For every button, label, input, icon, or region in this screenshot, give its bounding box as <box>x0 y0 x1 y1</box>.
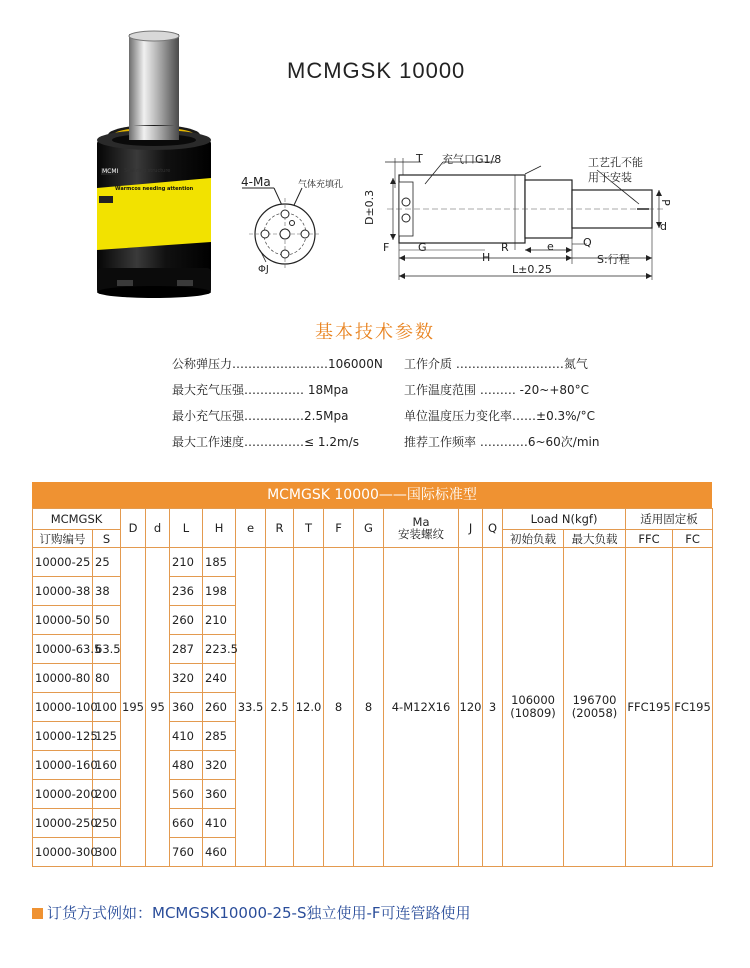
th-mount: 适用固定板 <box>626 509 713 530</box>
dim-G: G <box>418 241 427 254</box>
th-Q: Q <box>483 509 503 548</box>
spec-left-2: 最小充气压强……………2.5Mpa <box>172 409 349 423</box>
table-row: 10000-38 38 236 198 <box>33 577 713 606</box>
dim-L: L±0.25 <box>512 263 552 276</box>
dim-e: e <box>547 240 554 253</box>
th-H: H <box>203 509 236 548</box>
spec-right-1: 工作温度范围 ……… -20~+80°C <box>404 383 590 397</box>
table-row: 10000-250 250 660 410 <box>33 809 713 838</box>
th-order: 订购编号 <box>33 530 93 548</box>
table-row: 10000-300 300 760 460 <box>33 838 713 867</box>
spec-table <box>32 482 712 867</box>
table-title: MCMGSK 10000——国际标准型 <box>32 482 712 508</box>
table-row: 10000-80 80 320 240 <box>33 664 713 693</box>
model-table <box>32 508 713 867</box>
spec-right-0: 工作介质 ………………………氮气 <box>404 357 588 371</box>
dim-H: H <box>482 251 491 264</box>
th-max: 最大负载 <box>564 530 626 548</box>
fill-hole-label: 气体充填孔 <box>298 180 344 190</box>
th-initial: 初始负载 <box>503 530 564 548</box>
table-row: 10000-25 25 195 95 210 185 33.5 2.5 12.0 8 8 4-M12X16 120 3 106000 (10809) 196700 (20058) FFC195 FC195 <box>33 548 713 577</box>
th-e: e <box>236 509 266 548</box>
holes-label: 4-Ma <box>241 175 271 189</box>
th-FC: FC <box>673 530 713 548</box>
dim-Q: Q <box>583 236 592 249</box>
product-photo <box>95 28 213 298</box>
note-line1: 工艺孔不能 <box>588 156 643 169</box>
dim-F: F <box>383 241 390 254</box>
th-Ma: Ma 安装螺纹 <box>384 509 459 548</box>
table-row: 10000-200 200 560 360 <box>33 780 713 809</box>
th-d: d <box>146 509 170 548</box>
spec-left-0: 公称弹压力……………………106000N <box>172 357 383 371</box>
label-brand: MCMI <box>102 168 119 175</box>
th-J: J <box>459 509 483 548</box>
dia-j-label: ΦJ <box>258 264 269 275</box>
table-row: 10000-50 50 260 210 <box>33 606 713 635</box>
dim-R: R <box>501 241 509 254</box>
dim-T: T <box>416 152 423 165</box>
table-row: 10000-160 160 480 320 <box>33 751 713 780</box>
port-label: 充气口G1/8 <box>442 153 502 166</box>
table-row: 10000-100 100 360 260 <box>33 693 713 722</box>
note-line2: 用于安装 <box>588 171 632 184</box>
label-line1: Seal ring structure <box>124 168 171 174</box>
th-S: S <box>93 530 121 548</box>
dim-stroke: S:行程 <box>597 253 630 266</box>
spec-left-3: 最大工作速度……………≤ 1.2m/s <box>172 435 359 449</box>
dim-P: P <box>658 199 672 206</box>
dim-d: d <box>660 220 667 233</box>
th-model: MCMGSK <box>33 509 121 530</box>
th-load: Load N(kgf) <box>503 509 626 530</box>
table-row: 10000-63.5 63.5 287 223.5 <box>33 635 713 664</box>
table-row: 10000-125 125 410 285 <box>33 722 713 751</box>
th-L: L <box>170 509 203 548</box>
spec-heading: 基本技术参数 <box>315 322 435 343</box>
bullet-square-icon <box>32 908 43 919</box>
order-example: 订货方式例如：MCMGSK10000-25-S独立使用-F可连管路使用 <box>32 902 471 923</box>
page-title: MCMGSK 10000 <box>287 58 466 83</box>
spec-left-1: 最大充气压强…………… 18Mpa <box>172 383 349 397</box>
th-T: T <box>294 509 324 548</box>
th-F: F <box>324 509 354 548</box>
spec-right-2: 单位温度压力变化率……±0.3%/°C <box>404 409 595 423</box>
th-D: D <box>121 509 146 548</box>
dim-D: D±0.3 <box>363 189 376 225</box>
label-line2: Warmcos needing attention <box>115 186 194 192</box>
th-FFC: FFC <box>626 530 673 548</box>
th-G: G <box>354 509 384 548</box>
th-R: R <box>266 509 294 548</box>
spec-right-3: 推荐工作频率 …………6~60次/min <box>404 435 600 449</box>
